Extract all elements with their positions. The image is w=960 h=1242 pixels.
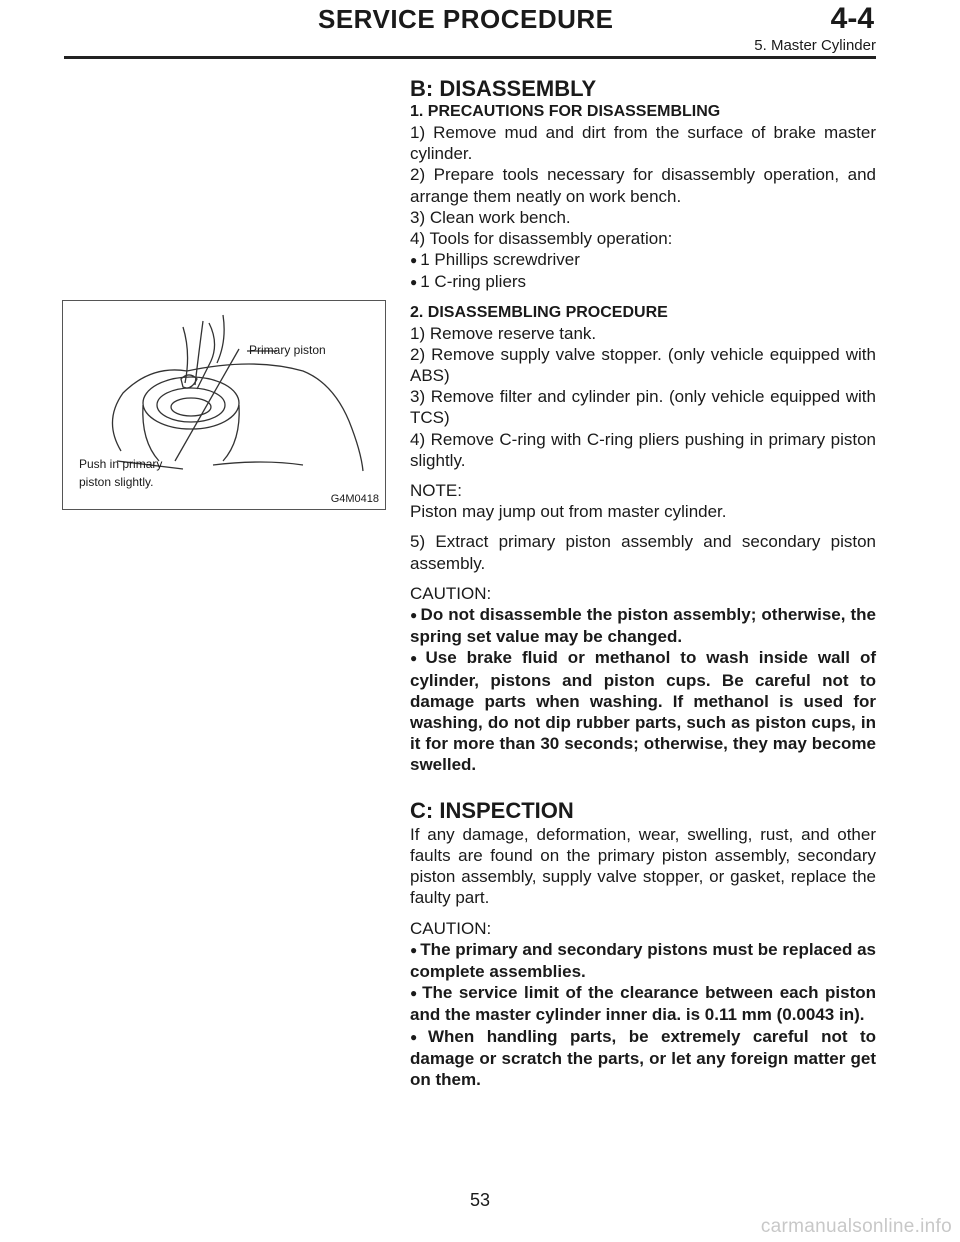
precaution-step: 3) Clean work bench. [410, 207, 571, 227]
procedure-step: 4) Remove C-ring with C-ring pliers pushing in primary piston slightly. [410, 429, 876, 470]
text-column [410, 76, 876, 1090]
procedure-step: 1) Remove reserve tank. [410, 323, 597, 343]
section-heading-disassembly: B: DISASSEMBLY [410, 76, 597, 101]
caution-item: ● The service limit of the clearance between each piston and the master cylinder inner dia. is 0.11 mm (0.0043 in). [410, 982, 876, 1025]
precaution-step: 2) Prepare tools necessary for disassembly operation, and arrange them neatly on work bench. [410, 165, 876, 206]
figure-id: G4M0418 [330, 493, 379, 505]
callout-push-line1: Push in primary [79, 457, 163, 471]
figure-primary-piston [62, 300, 386, 510]
header-title: SERVICE PROCEDURE [318, 4, 614, 34]
page-header [0, 0, 960, 60]
note-label: NOTE: [410, 481, 462, 501]
caution-label: CAUTION: [410, 583, 492, 603]
callout-primary-piston: Primary piston [249, 343, 326, 357]
header-section-number: 4-4 [830, 2, 874, 35]
page-number: 53 [469, 1190, 491, 1210]
procedure-step: 3) Remove filter and cylinder pin. (only vehicle equipped with TCS) [410, 387, 876, 428]
caution-item: ● The primary and secondary pistons must be replaced as complete assemblies. [410, 939, 876, 982]
precaution-step: 4) Tools for disassembly operation: [410, 229, 673, 249]
procedure-step: 2) Remove supply valve stopper. (only vehicle equipped with ABS) [410, 344, 876, 386]
caution-item: ● Do not disassemble the piston assembly; otherwise, the spring set value may be changed. [410, 604, 876, 647]
subheading-precautions: 1. PRECAUTIONS FOR DISASSEMBLING [410, 103, 721, 120]
caution-label: CAUTION: [410, 918, 492, 938]
tool-item: ● 1 C-ring pliers [410, 271, 876, 293]
header-rule [64, 56, 876, 59]
inspection-body: If any damage, deformation, wear, swelling, rust, and other faults are found on the primary piston assembly, secondary piston assembly, supply valve stopper, or gasket, replace the faulty part. [410, 824, 876, 908]
subheading-procedure: 2. DISASSEMBLING PROCEDURE [410, 303, 668, 321]
tool-item: ● 1 Phillips screwdriver [410, 249, 876, 271]
header-subsection: 5. Master Cylinder [754, 37, 876, 54]
precaution-step: 1) Remove mud and dirt from the surface of brake master cylinder. [410, 123, 876, 164]
watermark: carmanualsonline.info [760, 1216, 952, 1237]
caution-item: ● Use brake fluid or methanol to wash inside wall of cylinder, pistons and piston cups. Be careful not to damage parts when washing. If methanol is used for washing, do not dip rubber parts, such as piston cups, in it for more than 30 seconds; otherwise, they may become swelled. [410, 647, 876, 775]
note-text: Piston may jump out from master cylinder. [410, 502, 727, 522]
callout-push-line2: piston slightly. [79, 475, 154, 489]
section-heading-inspection: C: INSPECTION [410, 797, 574, 823]
procedure-step-5: 5) Extract primary piston assembly and secondary piston assembly. [410, 532, 876, 573]
caution-item: ● When handling parts, be extremely careful not to damage or scratch the parts, or let any foreign matter get on them. [410, 1026, 876, 1091]
